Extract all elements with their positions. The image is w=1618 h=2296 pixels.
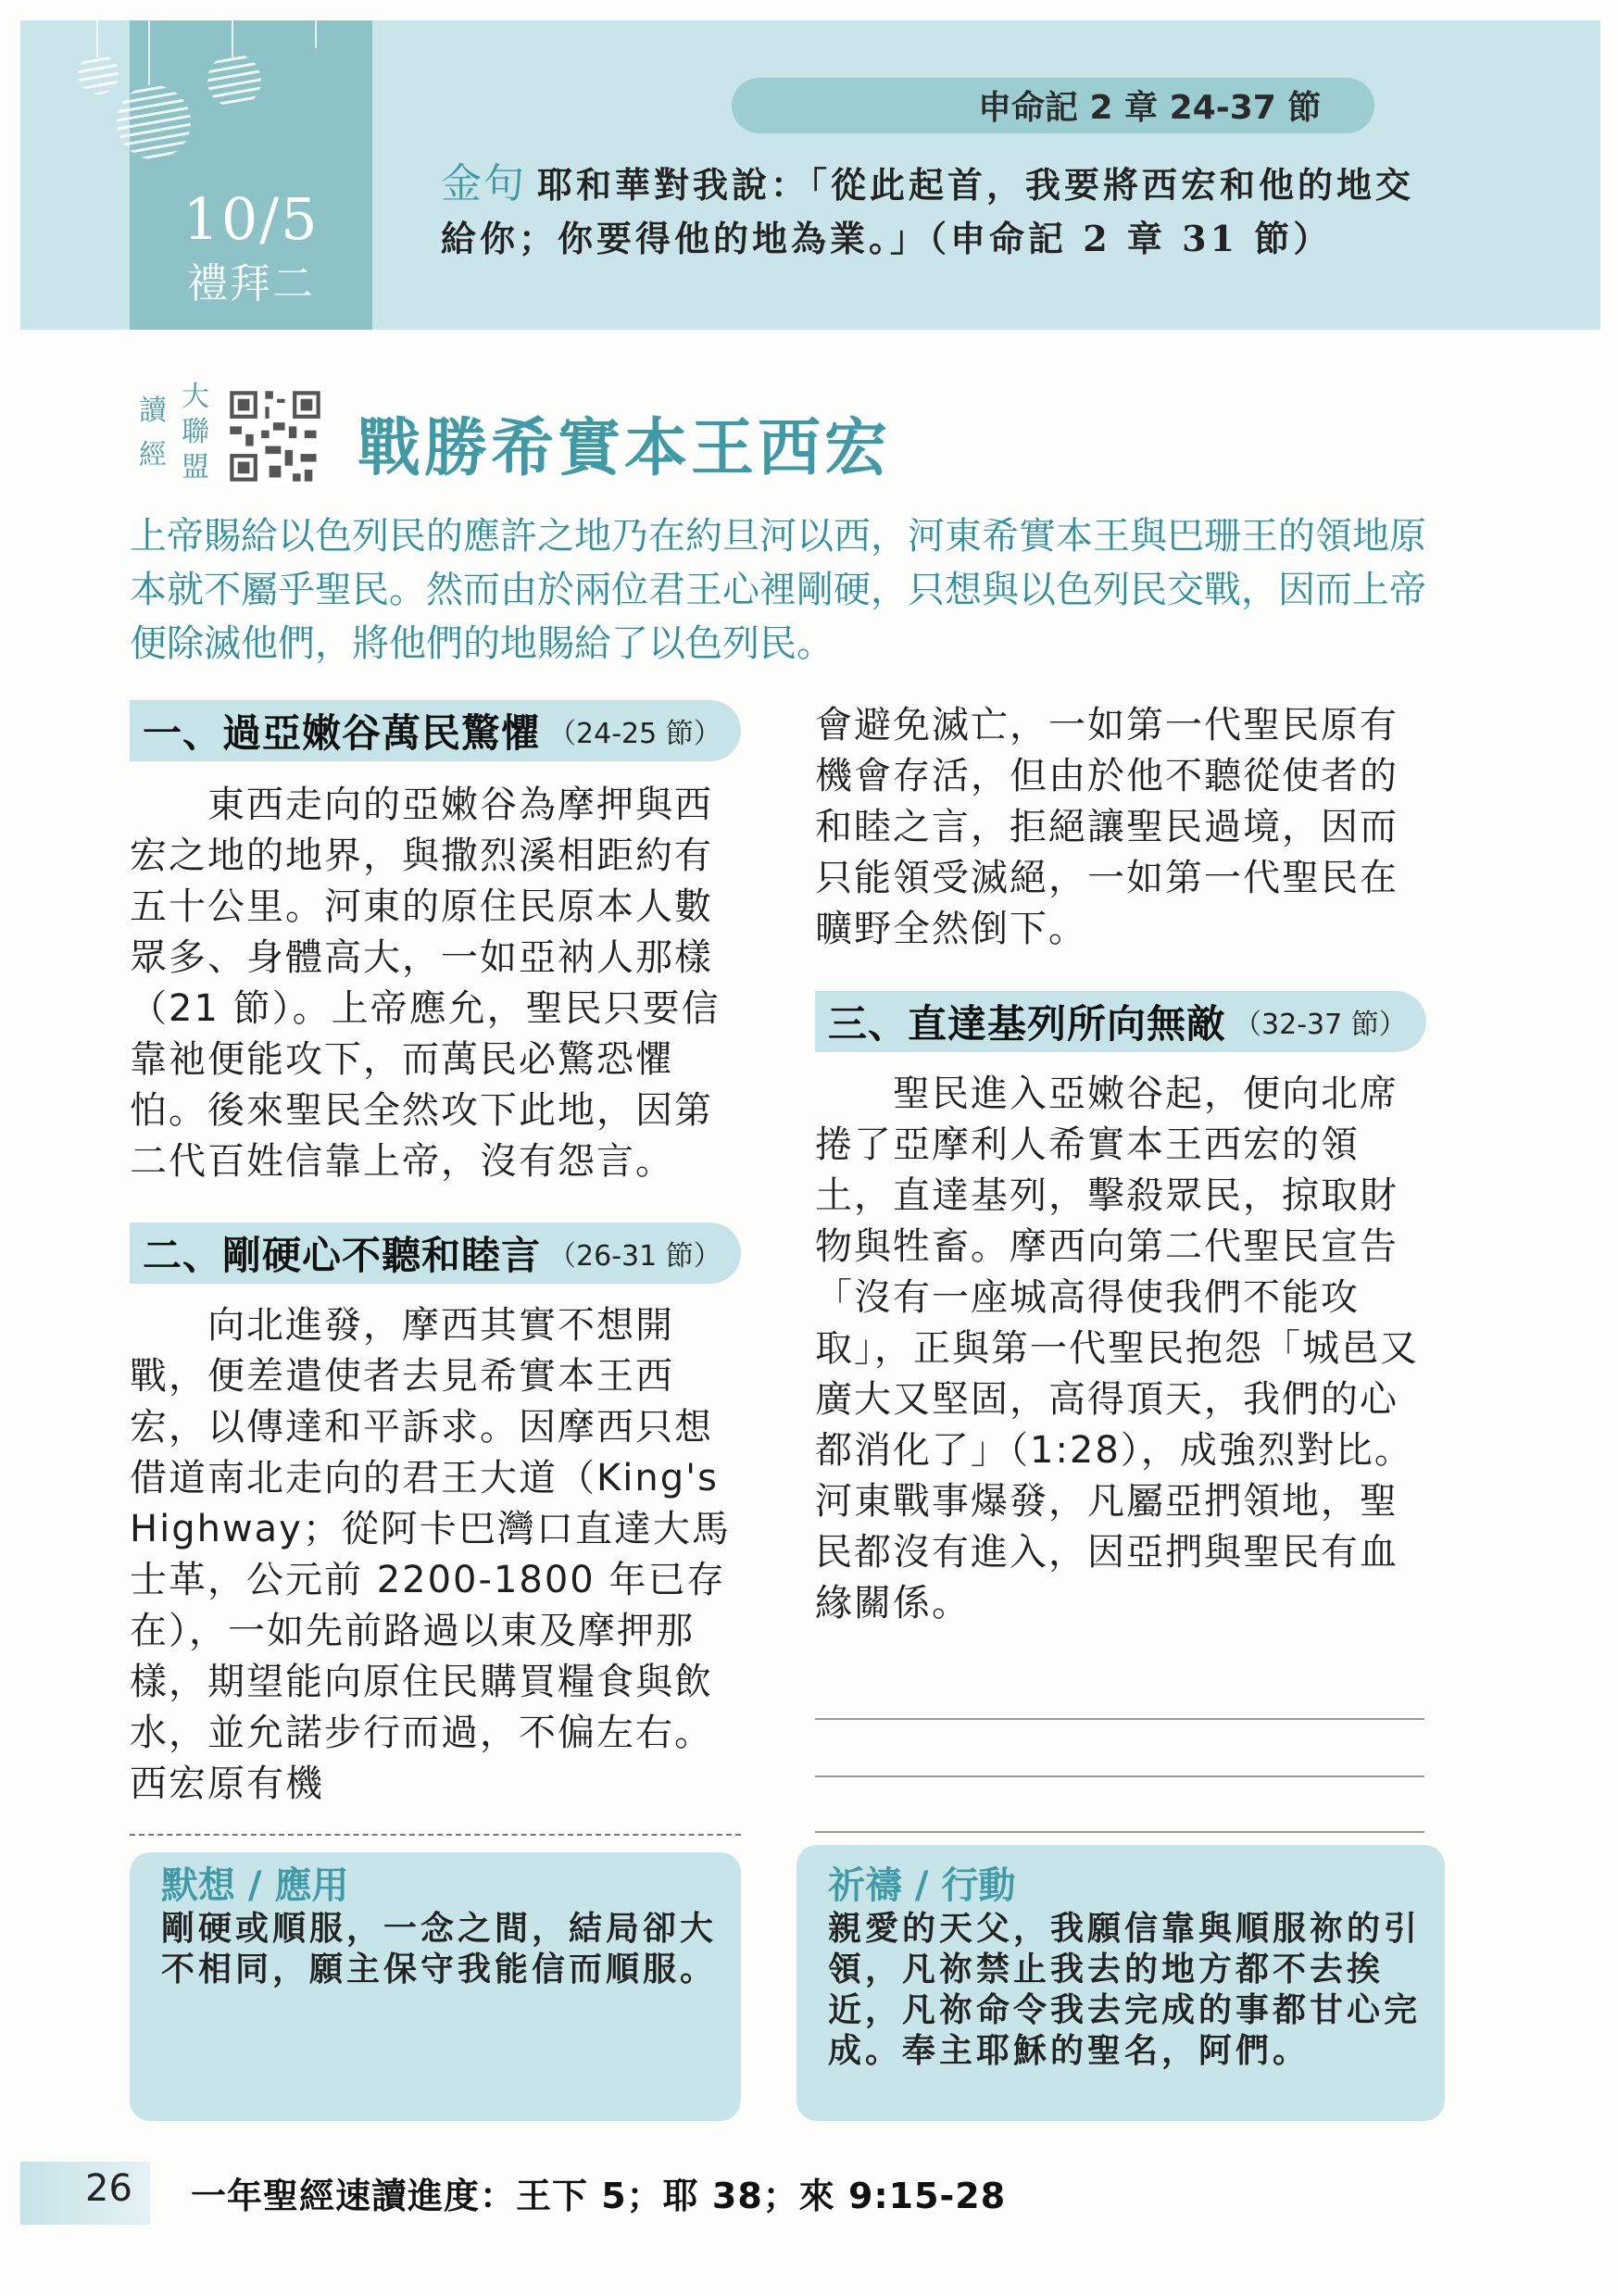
date-label: 10/5: [182, 185, 320, 253]
section-2-ref: （26-31 節）: [548, 1240, 721, 1273]
weekday-label: 禮拜二: [187, 260, 315, 307]
note-line: [815, 1775, 1424, 1777]
prayer-text: 親愛的天父，我願信靠與順服祢的引領，凡祢禁止我去的地方都不去挨近，凡祢命令我去完成的事都甘心完成。奉主耶穌的聖名，阿們。: [828, 1909, 1422, 2070]
section-1-header: [130, 700, 741, 761]
intro-paragraph: 上帝賜給以色列民的應許之地乃在約旦河以西，河東希實本王與巴珊王的領地原本就不屬乎聖民。然而由於兩位君王心裡剛硬，只想與以色列民交戰，因而上帝便除滅他們，將他們的地賜給了以色列民。: [130, 515, 1426, 665]
note-line: [815, 1718, 1424, 1720]
note-line: [815, 1831, 1424, 1833]
section-3-ref: （32-37 節）: [1234, 1009, 1407, 1041]
lantern-ornament: [78, 54, 119, 94]
lantern-string: [232, 20, 233, 57]
qr-code-icon[interactable]: [226, 387, 324, 485]
scripture-reference: 申命記 2 章 24-37 節: [978, 89, 1322, 127]
divider: [130, 1834, 741, 1836]
page-number: 26: [85, 2167, 132, 2210]
lantern-ornament: [117, 85, 191, 159]
lantern-string: [96, 20, 98, 57]
section-2-title: 二、剛硬心不聽和睦言: [143, 1233, 542, 1278]
meditation-text: 剛硬或順服，一念之間，結局卻大不相同，願主保守我能信而順服。: [161, 1909, 718, 1989]
key-verse: [441, 157, 1441, 266]
meditation-title: 默想 / 應用: [161, 1864, 349, 1907]
lantern-string: [315, 20, 317, 48]
reading-plan: 一年聖經速讀進度：王下 5；耶 38；來 9:15-28: [191, 2176, 1007, 2216]
prayer-title: 祈禱 / 行動: [828, 1864, 1016, 1907]
section-3-title: 三、直達基列所向無敵: [828, 1001, 1227, 1047]
section-1-title: 一、過亞嫩谷萬民驚懼: [143, 710, 542, 756]
lantern-string: [148, 20, 150, 85]
page-title: 戰勝希實本王西宏: [357, 411, 892, 485]
section-3-header: [815, 991, 1426, 1052]
section-2-body-continued: 會避免滅亡，一如第一代聖民原有機會存活，但由於他不聽從使者的和睦之言，拒絕讓聖民過境，因而只能領受滅絕，一如第一代聖民在曠野全然倒下。: [815, 704, 1399, 950]
section-3-body: 聖民進入亞嫩谷起，便向北席捲了亞摩利人希實本王西宏的領土，直達基列，擊殺眾民，掠取財物與牲畜。摩西向第二代聖民宣告「沒有一座城高得使我們不能攻取」，正與第一代聖民抱怨「城邑又廣大又堅固，高得頂天，我們的心都消化了」（1:28），成強烈對比。河東戰事爆發，凡屬亞捫領地，聖民都沒有進入，因亞捫與聖民有血緣關係。: [815, 1073, 1419, 1625]
key-verse-text: 耶和華對我說：「從此起首，我要將西宏和他的地交給你；你要得他的地為業。」（申命記 2 章 31 節）: [441, 164, 1415, 259]
section-1-ref: （24-25 節）: [548, 718, 721, 750]
lantern-ornament: [207, 54, 261, 107]
section-2-body: 向北進發，摩西其實不想開戰，便差遣使者去見希實本王西宏，以傳達和平訴求。因摩西只想借道南北走向的君王大道（King's Highway；從阿卡巴灣口直達大馬士革，公元前 2200-1800 年已存在），一如先前路過以東及摩押那樣，期望能向原住民購買糧食與飲水，並允諾步行而過，不偏左右。西宏原有機: [130, 1304, 731, 1805]
key-verse-label: 金句: [441, 160, 526, 207]
section-2-header: [130, 1223, 741, 1284]
section-1-body: 東西走向的亞嫩谷為摩押與西宏之地的地界，與撒烈溪相距約有五十公里。河東的原住民原本人數眾多、身體高大，一如亞衲人那樣（21 節）。上帝應允，聖民只要信靠祂便能攻下，而萬民必驚恐懼怕。後來聖民全然攻下此地，因第二代百姓信靠上帝，沒有怨言。: [130, 784, 721, 1183]
title-side-label-right: 大聯盟: [182, 381, 209, 483]
title-side-label-left: 讀經: [139, 395, 167, 471]
